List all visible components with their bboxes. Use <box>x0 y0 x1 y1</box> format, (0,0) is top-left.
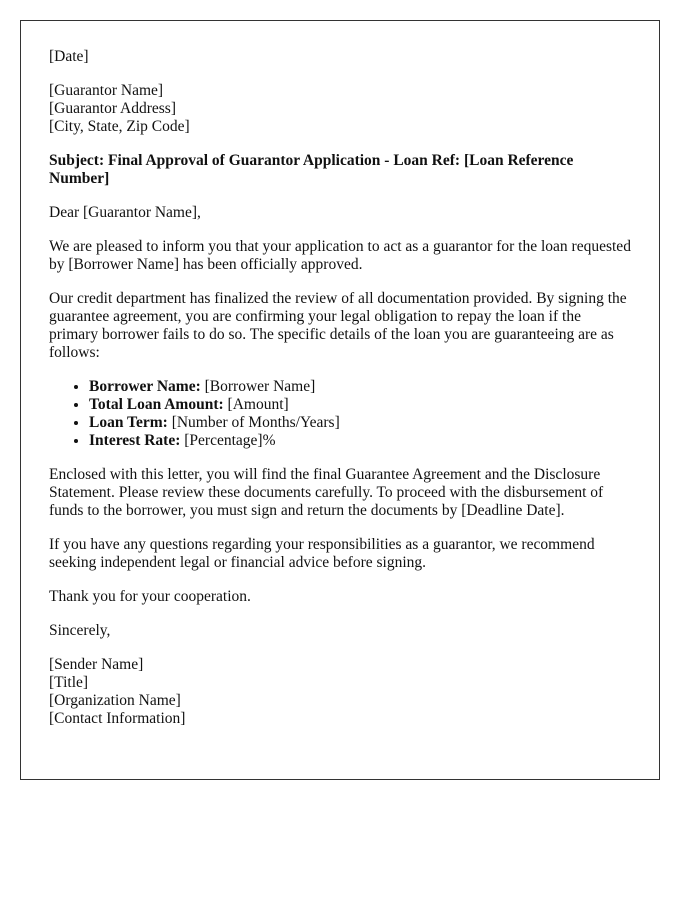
paragraph-approval: We are pleased to inform you that your application to act as a guarantor for the loan requested by [Borrower Name] has been officially approved. <box>49 238 631 273</box>
recipient-address-block <box>49 82 631 136</box>
closing: Sincerely, <box>49 622 111 639</box>
letter-date: [Date] <box>49 48 89 65</box>
paragraph-enclosures: Enclosed with this letter, you will find the final Guarantee Agreement and the Disclosure Statement. Please review these documents carefully. To proceed with the disbursement of funds to the borrower, you must sign and return the documents by [Deadline Date]. <box>49 466 604 519</box>
sender-contact: [Contact Information] <box>49 710 186 727</box>
sender-organization: [Organization Name] <box>49 692 181 709</box>
detail-label: Total Loan Amount: <box>89 396 224 413</box>
detail-label: Borrower Name: <box>89 378 201 395</box>
paragraph-questions: If you have any questions regarding your responsibilities as a guarantor, we recommend seeking independent legal or financial advice before signing. <box>49 536 595 571</box>
detail-interest-rate <box>89 432 631 450</box>
detail-value: [Amount] <box>223 396 289 413</box>
sender-title: [Title] <box>49 674 89 691</box>
detail-loan-term <box>89 414 631 432</box>
recipient-name: [Guarantor Name] <box>49 82 164 99</box>
loan-details-list <box>49 378 631 450</box>
letter-subject: Subject: Final Approval of Guarantor Application - Loan Ref: [Loan Reference Number] <box>49 152 574 187</box>
paragraph-obligation: Our credit department has finalized the review of all documentation provided. By signing the guarantee agreement, you are confirming your legal obligation to repay the loan if the primary borrower fails to do so. The specific details of the loan you are guaranteeing are as follows: <box>49 290 627 361</box>
salutation: Dear [Guarantor Name], <box>49 204 201 221</box>
recipient-address: [Guarantor Address] <box>49 100 176 117</box>
recipient-city-state-zip: [City, State, Zip Code] <box>49 118 190 135</box>
letter-page <box>20 20 660 780</box>
signature-block <box>49 656 631 728</box>
detail-value: [Number of Months/Years] <box>167 414 340 431</box>
detail-label: Interest Rate: <box>89 432 181 449</box>
detail-value: [Borrower Name] <box>200 378 316 395</box>
detail-total-loan-amount <box>89 396 631 414</box>
paragraph-thanks: Thank you for your cooperation. <box>49 588 251 605</box>
sender-name: [Sender Name] <box>49 656 144 673</box>
detail-label: Loan Term: <box>89 414 168 431</box>
detail-value: [Percentage]% <box>180 432 276 449</box>
detail-borrower-name <box>89 378 631 396</box>
